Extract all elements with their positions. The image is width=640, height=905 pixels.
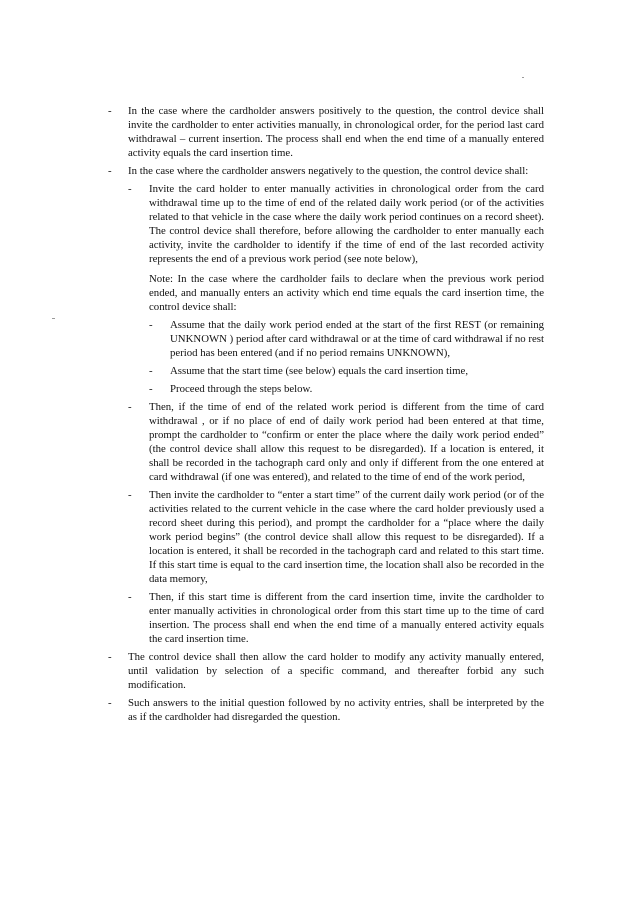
sub-list: [128, 182, 544, 646]
paragraph: In the case where the cardholder answers negatively to the question, the control device shall:: [128, 165, 529, 177]
list-item: [108, 164, 544, 646]
list-item: [128, 488, 544, 586]
list-bullet: -: [128, 401, 132, 413]
list-bullet: -: [128, 183, 132, 195]
list-item: [108, 650, 544, 692]
paragraph: In the case where the cardholder answers positively to the question, the control device shall invite the cardholder to enter activities manually, in chronological order, for the period last card withdrawal – current insertion. The process shall end when the end time of a manually entered activity equals the card insertion time.: [128, 105, 544, 159]
list-item: [128, 400, 544, 484]
list-bullet: -: [128, 591, 132, 603]
paragraph: Then invite the cardholder to “enter a start time” of the current daily work period (or of the activities related to the current vehicle in the case where the card holder previously used a record sheet during this period), and prompt the cardholder for a “place where the daily work period begins” (the control device shall allow this request to be disregarded). If a location is entered, it shall be recorded in the tachograph card and related to this start time. If this start time is equal to the card insertion time, the location shall also be recorded in the data memory,: [149, 489, 544, 585]
sub-sub-list: [149, 318, 544, 396]
document-body: [108, 104, 544, 728]
list-item: [128, 590, 544, 646]
note-paragraph: Note: In the case where the cardholder fails to declare when the previous work period ended, and manually enters an activity which end time equals the card insertion time, the control device shall:: [149, 273, 544, 313]
paragraph: Then, if the time of end of the related work period is different from the time of card withdrawal , or if no place of end of daily work period had been entered at that time, prompt the cardholder to “confirm or enter the place where the daily work period ended” (the control device shall allow this request to be disregarded). If a location is entered, it shall be recorded in the tachograph card only and only if different from the one entered at card withdrawal (if one was entered), and related to the time of end of the work period,: [149, 401, 544, 483]
paragraph: Such answers to the initial question followed by no activity entries, shall be interpreted by the as if the cardholder had disregarded the question.: [128, 697, 544, 723]
paragraph: Proceed through the steps below.: [170, 383, 313, 395]
list-item: [149, 382, 544, 396]
paragraph: Invite the card holder to enter manually activities in chronological order from the card withdrawal time up to the time of end of the related daily work period (or of the activities related to that vehicle in the case where the daily work period continues on a record sheet). The control device shall therefore, before allowing the cardholder to enter manually each activity, invite the cardholder to identify if the time of end of the last recorded activity represents the end of a previous work period (see note below),: [149, 183, 544, 265]
list-bullet: -: [108, 651, 112, 663]
list-bullet: -: [149, 319, 153, 331]
list-bullet: -: [149, 365, 153, 377]
list-item: [108, 104, 544, 160]
list-bullet: -: [128, 489, 132, 501]
paragraph: The control device shall then allow the card holder to modify any activity manually entered, until validation by selection of a specific command, and thereafter forbid any such modification.: [128, 651, 544, 691]
list-item: [149, 364, 544, 378]
list-bullet: -: [149, 383, 153, 395]
margin-mark: [522, 77, 524, 78]
list-bullet: -: [108, 165, 112, 177]
paragraph: Assume that the daily work period ended at the start of the first REST (or remaining UNKNOWN ) period after card withdrawal or at the time of card withdrawal if no rest period has been entered (and if no period remains UNKNOWN),: [170, 319, 544, 359]
list-item: [108, 696, 544, 724]
paragraph: Then, if this start time is different from the card insertion time, invite the cardholder to enter manually activities in chronological order from this start time up to the time of card insertion. The process shall end when the end time of a manually entered activity equals the card insertion time.: [149, 591, 544, 645]
margin-mark: [52, 318, 55, 319]
list-bullet: -: [108, 105, 112, 117]
paragraph: Assume that the start time (see below) equals the card insertion time,: [170, 365, 469, 377]
list-bullet: -: [108, 697, 112, 709]
list-item: [128, 182, 544, 396]
list-item: [149, 318, 544, 360]
